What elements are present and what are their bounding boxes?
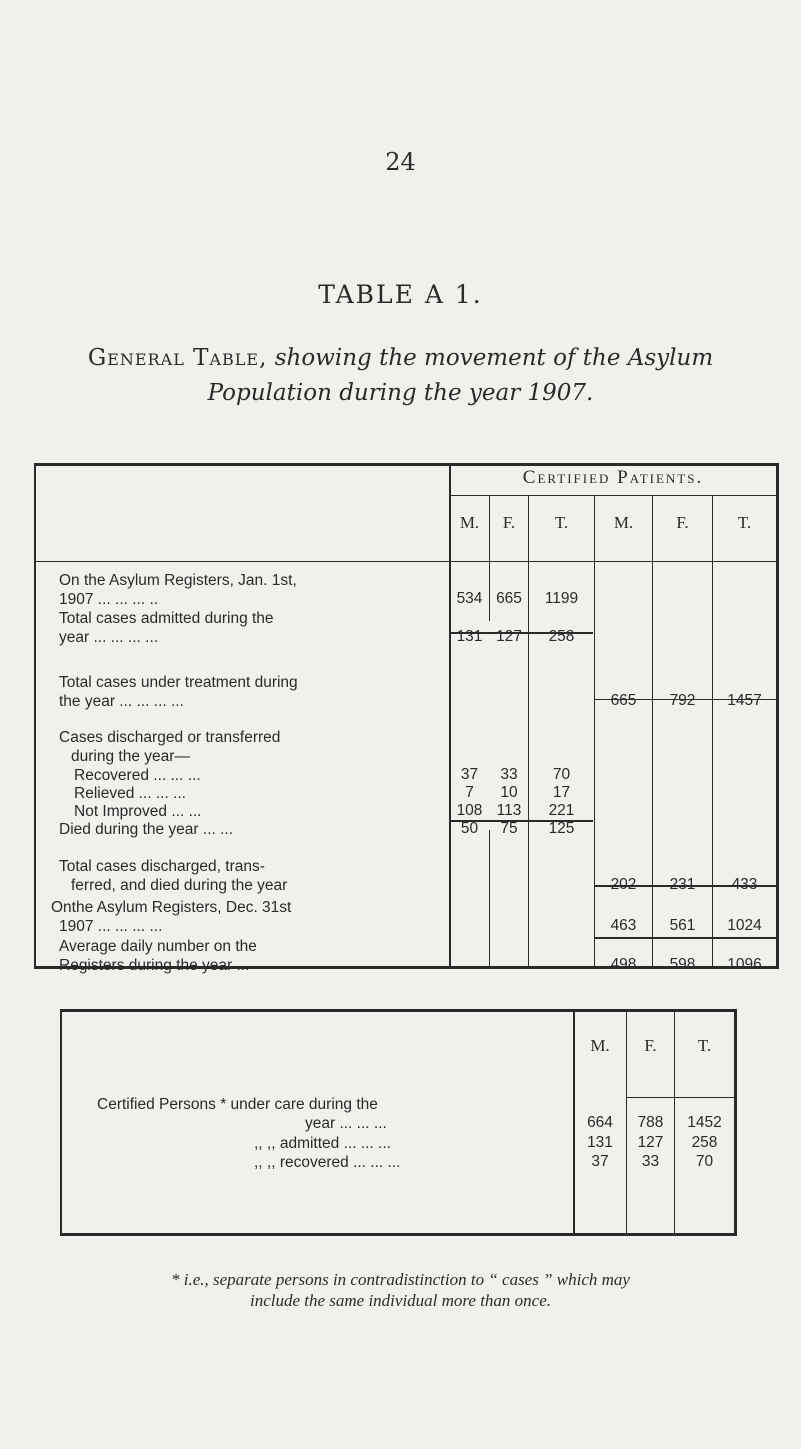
cell-admitted-f: 127 <box>496 628 522 645</box>
cell-persons-admitted-m: 131 <box>587 1134 613 1151</box>
second-table-right-rule <box>734 1009 737 1236</box>
cell-treatment-f: 792 <box>669 692 696 709</box>
cell-treatment-m: 665 <box>610 692 637 709</box>
cell-jan-t: 1199 <box>544 590 579 607</box>
cell-relieved-m: 7 <box>465 784 474 801</box>
cell-dec-f: 561 <box>669 917 696 934</box>
cell-treatment-t: 1457 <box>727 692 762 709</box>
cell-persons-recovered-f: 33 <box>641 1153 660 1170</box>
col-divider-m2 <box>594 495 595 968</box>
cell-persons-recovered-m: 37 <box>591 1153 609 1170</box>
cell-under-care-m: 664 <box>587 1114 613 1131</box>
row-label-under-treatment: Total cases under treatment during the year ... ... ... ... <box>59 674 298 710</box>
page-number: 24 <box>385 148 416 176</box>
col-header-f1: F. <box>502 513 516 532</box>
row-label-recovered: Recovered ... ... ... <box>74 767 201 784</box>
row-label-not-improved: Not Improved ... ... <box>74 803 202 820</box>
row-label-admitted: Total cases admitted during the year ... ... ... ... <box>59 610 274 646</box>
second-header-rule <box>627 1097 735 1098</box>
cell-admitted-m: 131 <box>456 628 483 645</box>
heading-italic-line1: showing the movement of the Asylum <box>274 345 714 371</box>
row-label-persons-admitted: ,, ,, admitted ... ... ... <box>254 1135 391 1152</box>
heading-prefix: General Table, <box>87 345 268 371</box>
column-header-rule <box>36 561 777 562</box>
cell-total-discharged-m: 202 <box>610 876 637 893</box>
row-label-average-daily: Average daily number on the Registers during the year ... <box>59 938 257 974</box>
table-heading-line1 <box>0 345 801 371</box>
row-label-discharged-header: Cases discharged or transferred during the year— <box>59 729 281 765</box>
second-col-header-m: M. <box>590 1036 610 1055</box>
certified-patients-header: Certified Patients. <box>522 467 704 488</box>
table-left-rule <box>34 463 36 969</box>
cell-not-improved-m: 108 <box>456 802 483 819</box>
second-table-left-rule <box>60 1009 62 1236</box>
cell-dec-t: 1024 <box>727 917 762 934</box>
cell-under-care-f: 788 <box>637 1114 664 1131</box>
cell-persons-recovered-t: 70 <box>695 1153 714 1170</box>
cell-died-t: 125 <box>548 820 575 837</box>
cell-total-discharged-f: 231 <box>669 876 696 893</box>
cell-not-improved-f: 113 <box>496 802 522 819</box>
cell-recovered-m: 37 <box>460 766 479 783</box>
row-label-persons-recovered: ,, ,, recovered ... ... ... <box>254 1154 401 1171</box>
table-top-rule <box>34 463 779 466</box>
cell-jan-f: 665 <box>496 590 522 607</box>
cell-recovered-f: 33 <box>500 766 518 783</box>
col-header-m1: M. <box>459 513 480 532</box>
row-label-jan-registers: On the Asylum Registers, Jan. 1st, 1907 ... ... ... .. <box>59 572 297 608</box>
second-table-top-rule <box>60 1009 736 1012</box>
row-label-died: Died during the year ... ... <box>59 821 234 838</box>
cell-persons-admitted-t: 258 <box>691 1134 718 1151</box>
col-divider-f2 <box>652 495 653 968</box>
group-header-rule <box>449 495 777 496</box>
table-right-rule <box>776 463 779 969</box>
row-label-dec-registers: Onthe Asylum Registers, Dec. 31st 1907 ... ... ... ... <box>51 899 292 935</box>
col-header-f2: F. <box>676 513 689 532</box>
col-divider-t <box>528 495 529 968</box>
row-label-relieved: Relieved ... ... ... <box>74 785 186 802</box>
cell-jan-m: 534 <box>456 590 483 607</box>
cell-died-m: 50 <box>460 820 479 837</box>
cell-under-care-t: 1452 <box>687 1114 722 1131</box>
col-header-m2: M. <box>613 513 634 532</box>
footnote-line2: include the same individual more than once. <box>249 1291 552 1310</box>
label-column-divider <box>449 463 451 969</box>
row-label-under-care: Certified Persons * under care during the year ... ... ... <box>97 1096 387 1132</box>
second-col-header-t: T. <box>697 1036 712 1055</box>
cell-relieved-f: 10 <box>500 784 518 801</box>
cell-relieved-t: 17 <box>552 784 571 801</box>
cell-admitted-t: 258 <box>548 628 575 645</box>
footnote-line1: * i.e., separate persons in contradistinction to “ cases ” which may <box>171 1270 630 1289</box>
row-label-total-discharged: Total cases discharged, trans- ferred, and died during the year <box>59 858 288 894</box>
cell-total-discharged-t: 433 <box>731 876 758 893</box>
table-title: TABLE A 1. <box>318 280 483 309</box>
col-divider-t2 <box>712 495 713 968</box>
second-col-header-f: F. <box>644 1036 657 1055</box>
cell-died-f: 75 <box>500 820 518 837</box>
table-heading-line2: Population during the year 1907. <box>207 380 594 406</box>
col-header-t2: T. <box>737 513 752 532</box>
cell-average-f: 598 <box>669 956 696 973</box>
cell-average-t: 1096 <box>727 956 762 973</box>
second-table-bottom-rule <box>60 1233 736 1236</box>
cell-not-improved-t: 221 <box>548 802 575 819</box>
cell-recovered-t: 70 <box>552 766 571 783</box>
cell-persons-admitted-f: 127 <box>637 1134 664 1151</box>
sum-rule-5 <box>594 937 776 939</box>
cell-dec-m: 463 <box>610 917 637 934</box>
cell-average-m: 498 <box>610 956 637 973</box>
col-header-t1: T. <box>554 513 569 532</box>
col-divider-f-lower <box>489 830 490 968</box>
